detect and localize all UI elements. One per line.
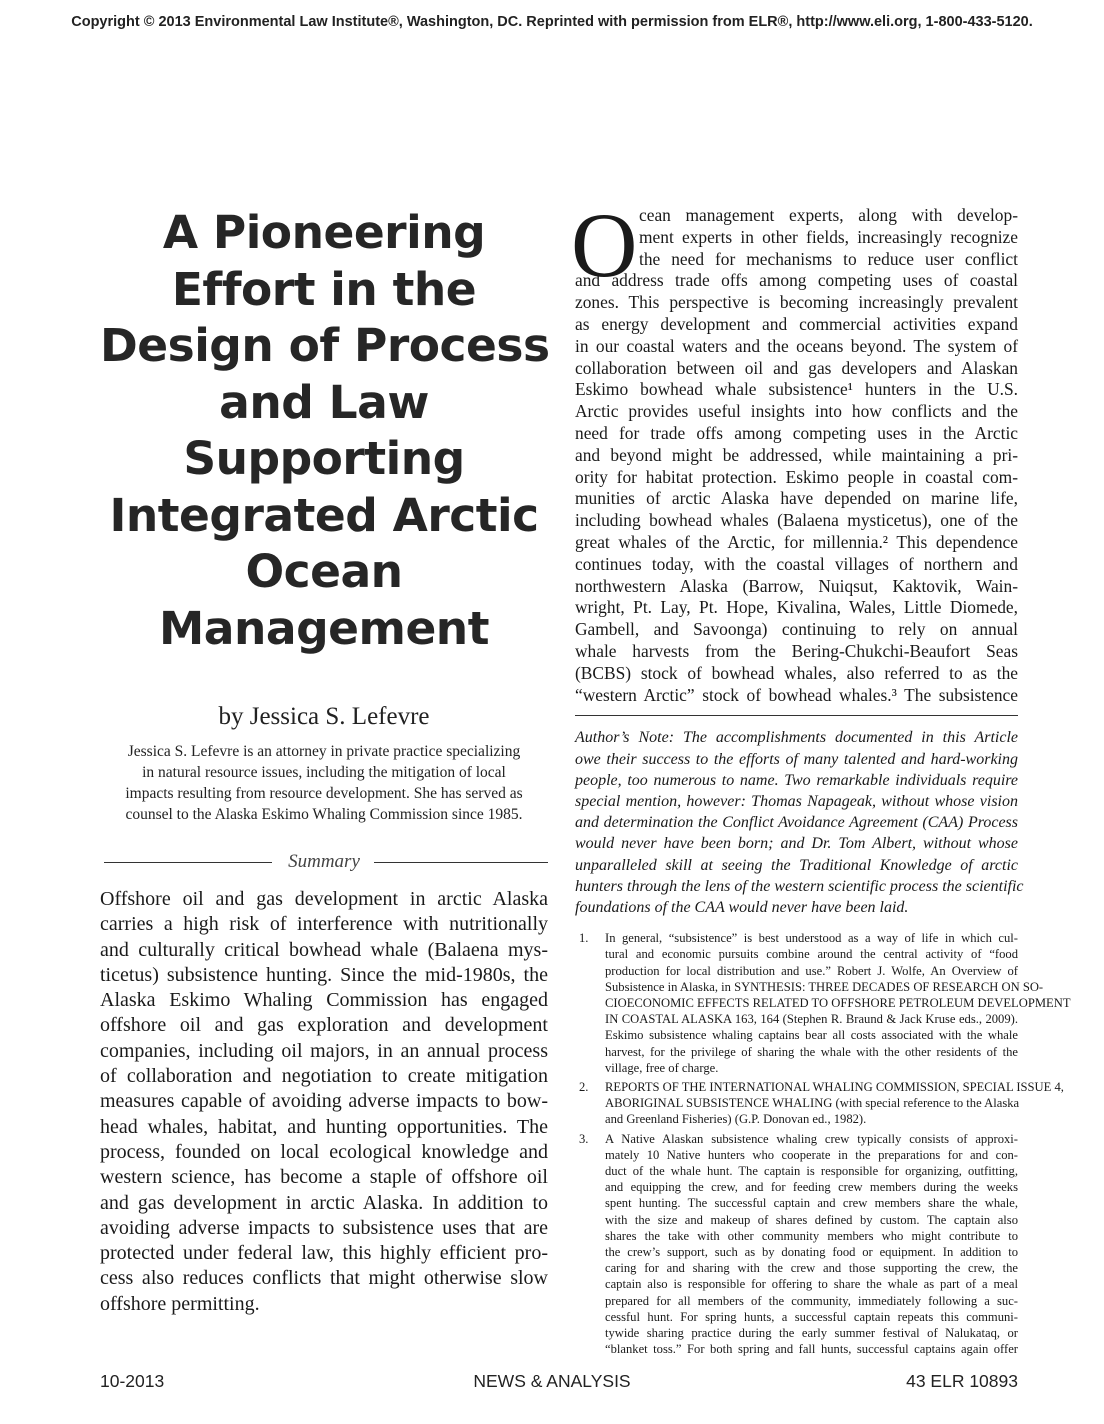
copyright-notice: Copyright © 2013 Environmental Law Institute®, Washington, DC. Reprinted with permission from ELR®, http://www.eli.org, 1-800-433-5120. xyxy=(71,14,1033,30)
note-line: people, too numerous to name. Two remarkable individuals require xyxy=(575,771,1018,789)
byline: by Jessica S. Lefevre xyxy=(218,703,430,730)
footnote-line: Eskimo subsistence whaling captains bear all costs associated with the whale xyxy=(605,1028,1018,1043)
drop-cap: O xyxy=(571,194,638,296)
footer-section: NEWS & ANALYSIS xyxy=(473,1371,631,1391)
footnotes xyxy=(575,930,1071,1357)
note-line: owe their success to the efforts of many talented and hard-working xyxy=(575,750,1018,768)
footnote-line: tural and economic pursuits combine around the central activity of “food xyxy=(605,947,1018,962)
title-line: A Pioneering xyxy=(162,206,486,259)
footnote-line: harvest, for the privilege of sharing the whale with the other residents of the xyxy=(605,1044,1018,1059)
body-line: need for trade offs among competing uses in the Arctic xyxy=(575,422,1018,443)
bio-line: counsel to the Alaska Eskimo Whaling Commission since 1985. xyxy=(125,806,523,823)
body-line: munities of arctic Alaska have depended on marine life, xyxy=(575,488,1018,509)
author-note xyxy=(575,727,1024,918)
summary-line: Alaska Eskimo Whaling Commission has engaged xyxy=(100,989,548,1012)
article-title xyxy=(100,205,548,657)
body-line: collaboration between oil and gas developers and Alaskan xyxy=(575,357,1018,378)
body-line: (BCBS) stock of bowhead whales, also referred to as the xyxy=(575,662,1018,683)
body-line: in our coastal waters and the oceans beyond. The system of xyxy=(575,335,1018,356)
summary-line: western science, has become a staple of offshore oil xyxy=(100,1166,548,1189)
footnote-line: shares the take with other community members who might contribute to xyxy=(605,1228,1018,1243)
article-body xyxy=(571,194,1018,706)
summary-line: process, founded on local ecological knowledge and xyxy=(100,1140,548,1163)
title-line: Management xyxy=(159,601,489,655)
footnote-line: captain also is responsible for offering to share the whale as part of a meal xyxy=(605,1277,1018,1292)
body-line: wright, Pt. Lay, Pt. Hope, Kivalina, Wales, Little Diomede, xyxy=(575,597,1018,618)
body-line: including bowhead whales (Balaena mysticetus), one of the xyxy=(575,510,1018,531)
summary-line: cess also reduces conflicts that might otherwise slow xyxy=(100,1267,548,1290)
note-line: unparalleled skill at seeing the Traditional Knowledge of arctic xyxy=(575,856,1018,874)
footnote-number: 1. xyxy=(579,931,589,946)
note-line: Author’s Note: The accomplishments documented in this Article xyxy=(575,729,1018,747)
summary-line: offshore permitting. xyxy=(100,1292,260,1315)
footnote-separator xyxy=(575,715,1018,716)
summary-divider xyxy=(100,851,548,873)
footnote-line: caring for and sharing with the crew and those supporting the crew, the xyxy=(605,1261,1018,1276)
summary-line: avoiding adverse impacts to subsistence uses that are xyxy=(100,1216,548,1239)
footnote-line: the crew’s support, such as by donating food or equipment. In addition to xyxy=(605,1245,1018,1260)
footnote-line: mately 10 Native hunters who cooperate in the preparations for and con- xyxy=(605,1147,1018,1162)
title-line: Ocean xyxy=(245,545,403,598)
summary-heading: Summary xyxy=(288,851,360,872)
note-line: and determination the Conflict Avoidance Agreement (CAA) Process xyxy=(575,814,1018,832)
footnote-line: village, free of charge. xyxy=(605,1060,719,1075)
summary-text xyxy=(100,887,548,1317)
title-line: Integrated Arctic xyxy=(109,488,539,542)
footnote-line: and equipping the crew, and for feeding crew members during the weeks xyxy=(605,1180,1018,1195)
body-line: continues today, with the coastal villages of northern and xyxy=(575,553,1018,574)
body-line: the need for mechanisms to reduce user conflict xyxy=(639,248,1018,269)
summary-line: and culturally critical bowhead whale (Balaena mys- xyxy=(100,938,548,961)
bio-line: Jessica S. Lefevre is an attorney in private practice specializing xyxy=(127,743,521,760)
footnote-line: ABORIGINAL SUBSISTENCE WHALING (with special reference to the Alaska xyxy=(605,1096,1020,1111)
footnote-number: 3. xyxy=(579,1131,589,1146)
body-line: and address trade offs among competing uses of coastal xyxy=(575,270,1018,291)
bio-line: in natural resource issues, including the mitigation of local xyxy=(142,764,506,781)
footnote-line: In general, “subsistence” is best understood as a way of life in which cul- xyxy=(605,931,1018,946)
body-line: ment experts in other fields, increasingly recognize xyxy=(639,226,1018,247)
footnote-line: IN COASTAL ALASKA 163, 164 (Stephen R. Braund & Jack Kruse eds., 2009). xyxy=(605,1012,1018,1027)
summary-line: of collaboration and negotiation to create mitigation xyxy=(100,1065,548,1088)
title-line: Design of Process xyxy=(100,319,550,372)
body-line: “western Arctic” stock of bowhead whales.³ The subsistence xyxy=(575,684,1018,705)
note-line: would never have been born; and Dr. Tom Albert, without whose xyxy=(575,835,1018,853)
body-line: great whales of the Arctic, for millennia.² This dependence xyxy=(575,531,1018,552)
left-column xyxy=(100,205,548,1317)
footnote-line: and Greenland Fisheries) (G.P. Donovan ed., 1982). xyxy=(605,1112,867,1127)
summary-line: and gas development in arctic Alaska. In addition to xyxy=(100,1191,548,1214)
footnote-line: A Native Alaskan subsistence whaling crew typically consists of approxi- xyxy=(605,1131,1018,1146)
footnote-number: 2. xyxy=(579,1079,589,1094)
footnote-line: CIOECONOMIC EFFECTS RELATED TO OFFSHORE PETROLEUM DEVELOPMENT xyxy=(605,995,1071,1010)
summary-line: ticetus) subsistence hunting. Since the mid-1980s, the xyxy=(100,963,548,986)
note-line: hunters through the lens of the western scientific process the scientific xyxy=(575,877,1024,895)
footnote-line: REPORTS OF THE INTERNATIONAL WHALING COMMISSION, SPECIAL ISSUE 4, xyxy=(605,1079,1064,1094)
body-line: zones. This perspective is becoming increasingly prevalent xyxy=(575,292,1018,313)
summary-line: head whales, habitat, and hunting opportunities. The xyxy=(100,1115,548,1138)
body-line: northwestern Alaska (Barrow, Nuiqsut, Kaktovik, Wain- xyxy=(575,575,1018,596)
footer-date: 10-2013 xyxy=(100,1371,165,1391)
body-line: ority for habitat protection. Eskimo people in coastal com- xyxy=(575,466,1018,487)
body-line: cean management experts, along with develop- xyxy=(639,205,1018,225)
footnote-line: spent hunting. The successful captain and crew members share the whale, xyxy=(605,1196,1018,1211)
body-line: Gambell, and Savoonga) continuing to rely on annual xyxy=(575,619,1018,640)
body-line: and beyond might be addressed, while maintaining a pri- xyxy=(575,444,1018,465)
footnote-line: with the size and makeup of shares defined by custom. The captain also xyxy=(605,1212,1018,1227)
summary-line: offshore oil and gas exploration and development xyxy=(100,1014,548,1037)
footnote-2 xyxy=(575,1079,1064,1128)
right-column xyxy=(571,194,1071,1360)
footnote-line: production for local distribution and use.” Robert J. Wolfe, An Overview of xyxy=(605,963,1018,978)
body-line: Arctic provides useful insights into how conflicts and the xyxy=(575,401,1018,422)
divider-line-right xyxy=(374,862,548,863)
note-line: special mention, however: Thomas Napageak, without whose vision xyxy=(575,792,1018,810)
footnote-1 xyxy=(575,930,1071,1076)
footnote-line: cessful hunt. For spring hunts, a successful captain repeats this communi- xyxy=(605,1309,1018,1324)
footnote-line: “blanket toss.” For both spring and fall hunts, successful captains again offer xyxy=(605,1342,1018,1357)
footnote-line: duct of the whale hunt. The captain is responsible for organizing, outfitting, xyxy=(605,1164,1018,1178)
summary-line: carries a high risk of interference with nutritionally xyxy=(100,913,548,936)
bio-line: impacts resulting from resource development. She has served as xyxy=(125,785,523,802)
body-line: Eskimo bowhead whale subsistence¹ hunters in the U.S. xyxy=(575,379,1018,400)
note-line: foundations of the CAA would never have been laid. xyxy=(575,898,909,916)
author-bio xyxy=(100,741,548,825)
summary-line: protected under federal law, this highly efficient pro- xyxy=(100,1242,548,1265)
title-line: and Law xyxy=(219,375,429,429)
body-line: as energy development and commercial activities expand xyxy=(575,313,1018,334)
footnote-line: prepared for all members of the community, immediately following a suc- xyxy=(605,1293,1018,1308)
summary-line: measures capable of avoiding adverse impacts to bow- xyxy=(100,1090,548,1113)
footnote-line: Subsistence in Alaska, in SYNTHESIS: THREE DECADES OF RESEARCH ON SO- xyxy=(605,979,1044,994)
summary-line: Offshore oil and gas development in arctic Alaska xyxy=(100,888,548,910)
footnote-3 xyxy=(575,1131,1018,1358)
footnote-line: tywide sharing practice during the early summer festival of Nalukataq, or xyxy=(605,1326,1018,1341)
summary-line: companies, including oil majors, in an annual process xyxy=(100,1039,548,1062)
title-line: Supporting xyxy=(183,432,465,485)
body-line: whale harvests from the Bering-Chukchi-Beaufort Seas xyxy=(575,640,1018,661)
title-line: Effort in the xyxy=(171,262,477,316)
footer-page-number: 43 ELR 10893 xyxy=(906,1371,1018,1391)
